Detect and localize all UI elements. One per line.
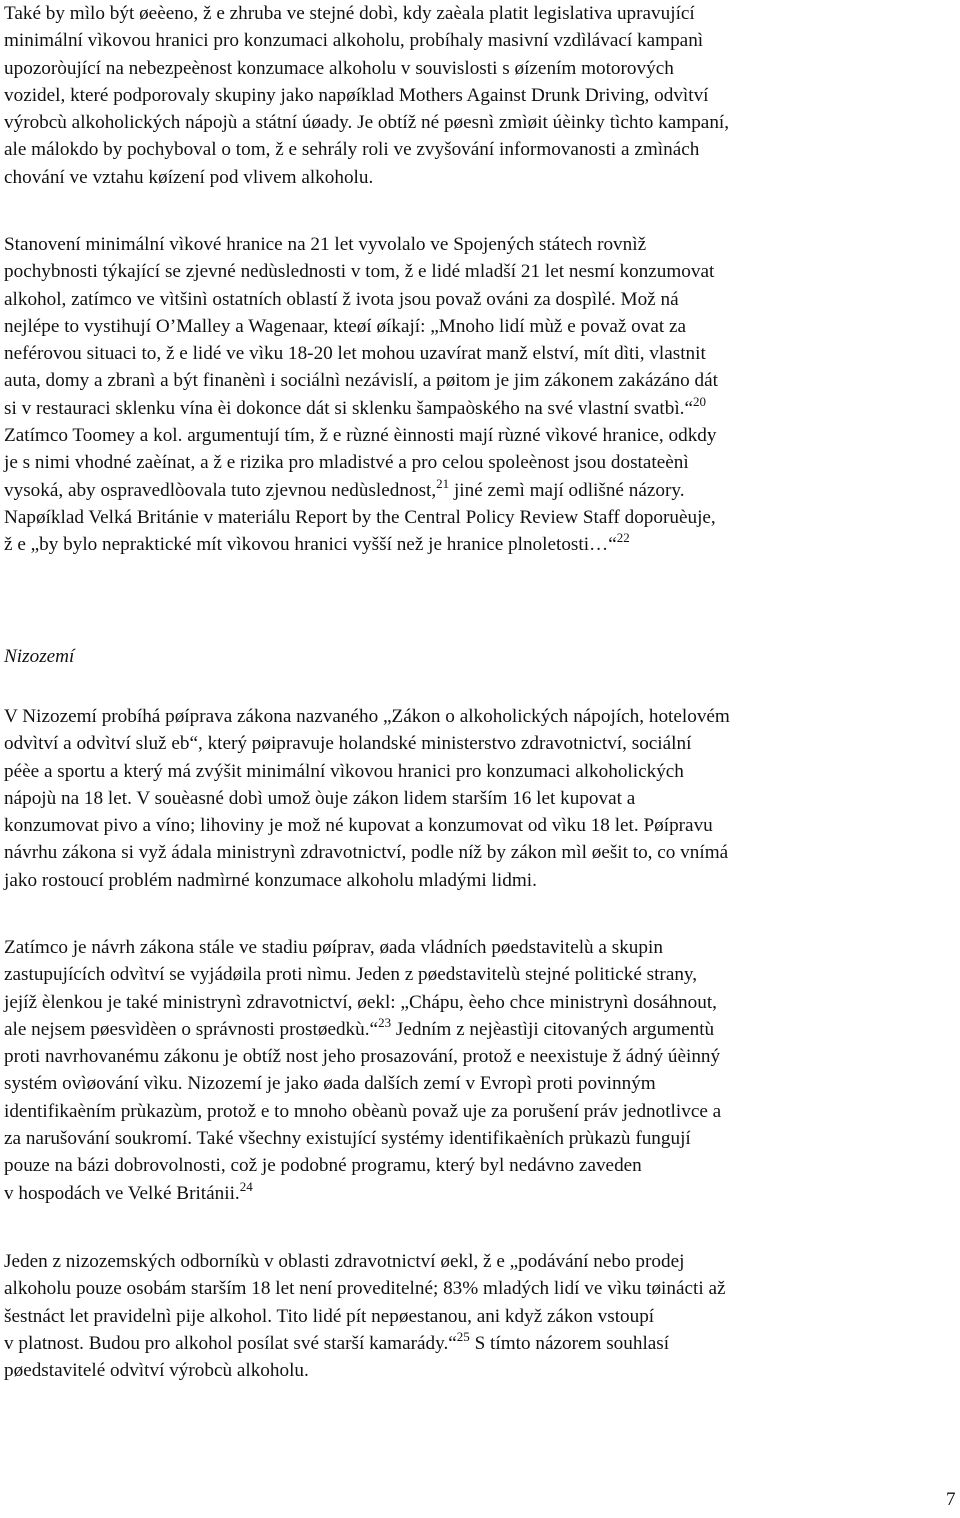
paragraph-1 (4, 0, 952, 191)
text-line: V Nizozemí probíhá pøíprava zákona nazvaného „Zákon o alkoholických nápojích, hotelovém (4, 706, 730, 727)
footnote-ref: 22 (616, 530, 630, 546)
text-line (4, 258, 952, 285)
line-text: ale nejsem pøesvìdèen o správnosti prostøedkù.“ (4, 1018, 379, 1040)
text-line (4, 286, 952, 313)
line-text: zastupujících odvìtví se vyjádøila proti nìmu. Jeden z pøedstavitelù stejné politické strany, (4, 964, 698, 986)
line-text: proti navrhovanému zákonu je obtíž nost jeho prosazování, protož e neexistuje ž ádný úèinný (4, 1046, 721, 1068)
text-line: chování ve vztahu køízení pod vlivem alkoholu. (4, 166, 374, 188)
footnote-ref: 24 (239, 1178, 253, 1194)
line-text: pøedstavitelé odvìtví výrobcù alkoholu. (4, 1360, 309, 1382)
line-text: v platnost. Budou pro alkohol posílat své starší kamarády.“ (4, 1332, 457, 1354)
text-line: ale málokdo by pochyboval o tom, ž e sehrály roli ve zvyšování informovanosti a zmìnách (4, 139, 700, 161)
text-line (4, 313, 952, 340)
line-text: alkohol, zatímco ve vìtšinì ostatních oblastí ž ivota jsou považ ováni za dospìlé. Mož ná (4, 288, 679, 310)
line-text: identifikaèním prùkazùm, protož e to mnoho obèanù považ uje za porušení práv jednotlivce a (4, 1100, 722, 1122)
section-heading: Nizozemí (4, 646, 75, 667)
text-line (4, 989, 952, 1016)
line-text: jejíž èlenkou je také ministrynì zdravotnictví, øekl: „Chápu, èeho chce ministrynì dosáhnout, (4, 991, 717, 1013)
text-line (4, 395, 952, 422)
text-line (4, 1016, 952, 1043)
footnote-ref: 23 (378, 1014, 392, 1030)
line-text: Zatímco je návrh zákona stále ve stadiu pøíprav, øada vládních pøedstavitelù a skupin (4, 937, 663, 958)
page-number: 7 (946, 1489, 956, 1510)
paragraph-2 (4, 231, 952, 559)
line-text: Zatímco Toomey a kol. argumentují tím, ž e rùzné èinnosti mají rùzné vìkové hranice, odkdy (4, 425, 717, 447)
line-text: je s nimi vhodné zaèínat, a ž e rizika pro mladistvé a pro celou spoleènost jsou dostateènì (4, 452, 689, 474)
line-text: S tímto názorem souhlasí (469, 1332, 670, 1354)
paragraph-5 (4, 1248, 952, 1384)
text-line (4, 477, 952, 504)
text-line (4, 1043, 952, 1070)
text-line: upozoròující na nebezpeènost konzumace alkoholu v souvislosti s øízením motorových (4, 57, 674, 79)
footnote-ref: 25 (456, 1328, 470, 1344)
line-text: jiné zemì mají odlišné názory. (449, 479, 685, 501)
text-line: nápojù na 18 let. V souèasné dobì umož òuje zákon lidem starším 16 let kupovat a (4, 787, 636, 809)
line-text: auta, domy a zbranì a být finanènì i sociálnì nezávislí, a pøitom je jim zákonem zakázáno dát (4, 370, 718, 392)
text-line (4, 1248, 952, 1275)
text-line: vozidel, které podporovaly skupiny jako napøíklad Mothers Against Drunk Driving, odvìtví (4, 84, 709, 106)
line-text: systém ovìøování vìku. Nizozemí je jako øada dalších zemí v Evropì proti povinným (4, 1073, 656, 1095)
paragraph-4 (4, 934, 952, 1207)
text-line (4, 1125, 952, 1152)
line-text: nejlépe to vystihují O’Malley a Wagenaar, kteøí øíkají: „Mnoho lidí mùž e považ ovat za (4, 315, 687, 337)
text-line: minimální vìkovou hranici pro konzumaci alkoholu, probíhaly masivní vzdìlávací kampanì (4, 30, 704, 52)
line-text: neférovou situaci to, ž e lidé ve vìku 18-20 let mohou uzavírat manž elství, mít dìti, vlastnit (4, 343, 706, 365)
text-line (4, 340, 952, 367)
line-text: Stanovení minimální vìkové hranice na 21 let vyvolalo ve Spojených státech rovnìž (4, 234, 647, 255)
text-line (4, 1152, 952, 1179)
line-text: alkoholu pouze osobám starším 18 let není proveditelné; 83% mladých lidí ve vìku tøinácti až (4, 1278, 726, 1300)
text-line (4, 934, 952, 961)
text-line (4, 1357, 952, 1384)
line-text: Jeden z nizozemských odborníkù v oblasti zdravotnictví øekl, ž e „podávání nebo prodej (4, 1251, 685, 1272)
text-line (4, 1070, 952, 1097)
text-line (4, 1180, 952, 1207)
text-line: odvìtví a odvìtví služ eb“, který pøipravuje holandské ministerstvo zdravotnictví, sociální (4, 733, 692, 755)
line-text: šestnáct let pravidelnì pije alkohol. Tito lidé pít nepøestanou, ani když zákon vstoupí (4, 1305, 655, 1327)
line-text: Jedním z nejèastìji citovaných argumentù (391, 1018, 715, 1040)
text-line (4, 367, 952, 394)
line-text: ž e „by bylo nepraktické mít vìkovou hranici vyšší než je hranice plnoletosti…“ (4, 534, 617, 556)
line-text: pochybnosti týkající se zjevné nedùslednosti v tom, ž e lidé mladší 21 let nesmí konzumovat (4, 261, 715, 283)
line-text: si v restauraci sklenku vína èi dokonce dát si sklenku šampaòského na své vlastní svatbì.“ (4, 397, 693, 419)
text-line (4, 1303, 952, 1330)
text-line (4, 1275, 952, 1302)
paragraph-3 (4, 703, 952, 894)
line-text: v hospodách ve Velké Británii. (4, 1182, 240, 1204)
text-line: výrobcù alkoholických nápojù a státní úøady. Je obtíž né pøesnì zmìøit úèinky tìchto kampaní, (4, 112, 730, 134)
text-line (4, 504, 952, 531)
text-line (4, 961, 952, 988)
footnote-ref: 21 (436, 475, 450, 491)
text-line (4, 231, 952, 258)
footnote-ref: 20 (693, 393, 706, 409)
text-line: péèe a sportu a který má zvýšit minimální vìkovou hranici pro konzumaci alkoholických (4, 760, 684, 782)
text-line (4, 422, 952, 449)
text-line (4, 531, 952, 558)
text-line: jako rostoucí problém nadmìrné konzumace alkoholu mladými lidmi. (4, 869, 537, 891)
text-line: konzumovat pivo a víno; lihoviny je mož né kupovat a konzumovat od vìku 18 let. Pøípravu (4, 815, 713, 837)
line-text: za narušování soukromí. Také všechny existující systémy identifikaèních prùkazù fungují (4, 1128, 691, 1150)
text-line (4, 1098, 952, 1125)
text-line: Také by mìlo být øeèeno, ž e zhruba ve stejné dobì, kdy zaèala platit legislativa upravující (4, 3, 695, 24)
line-text: vysoká, aby ospravedlòovala tuto zjevnou nedùslednost, (4, 479, 437, 501)
text-line: návrhu zákona si vyž ádala ministrynì zdravotnictví, podle níž by zákon mìl øešit to, co vnímá (4, 842, 729, 864)
text-line (4, 1330, 952, 1357)
line-text: Napøíklad Velká Británie v materiálu Report by the Central Policy Review Staff doporuèuje, (4, 506, 716, 528)
text-line (4, 449, 952, 476)
line-text: pouze na bázi dobrovolnosti, což je podobné programu, který byl nedávno zaveden (4, 1155, 642, 1177)
